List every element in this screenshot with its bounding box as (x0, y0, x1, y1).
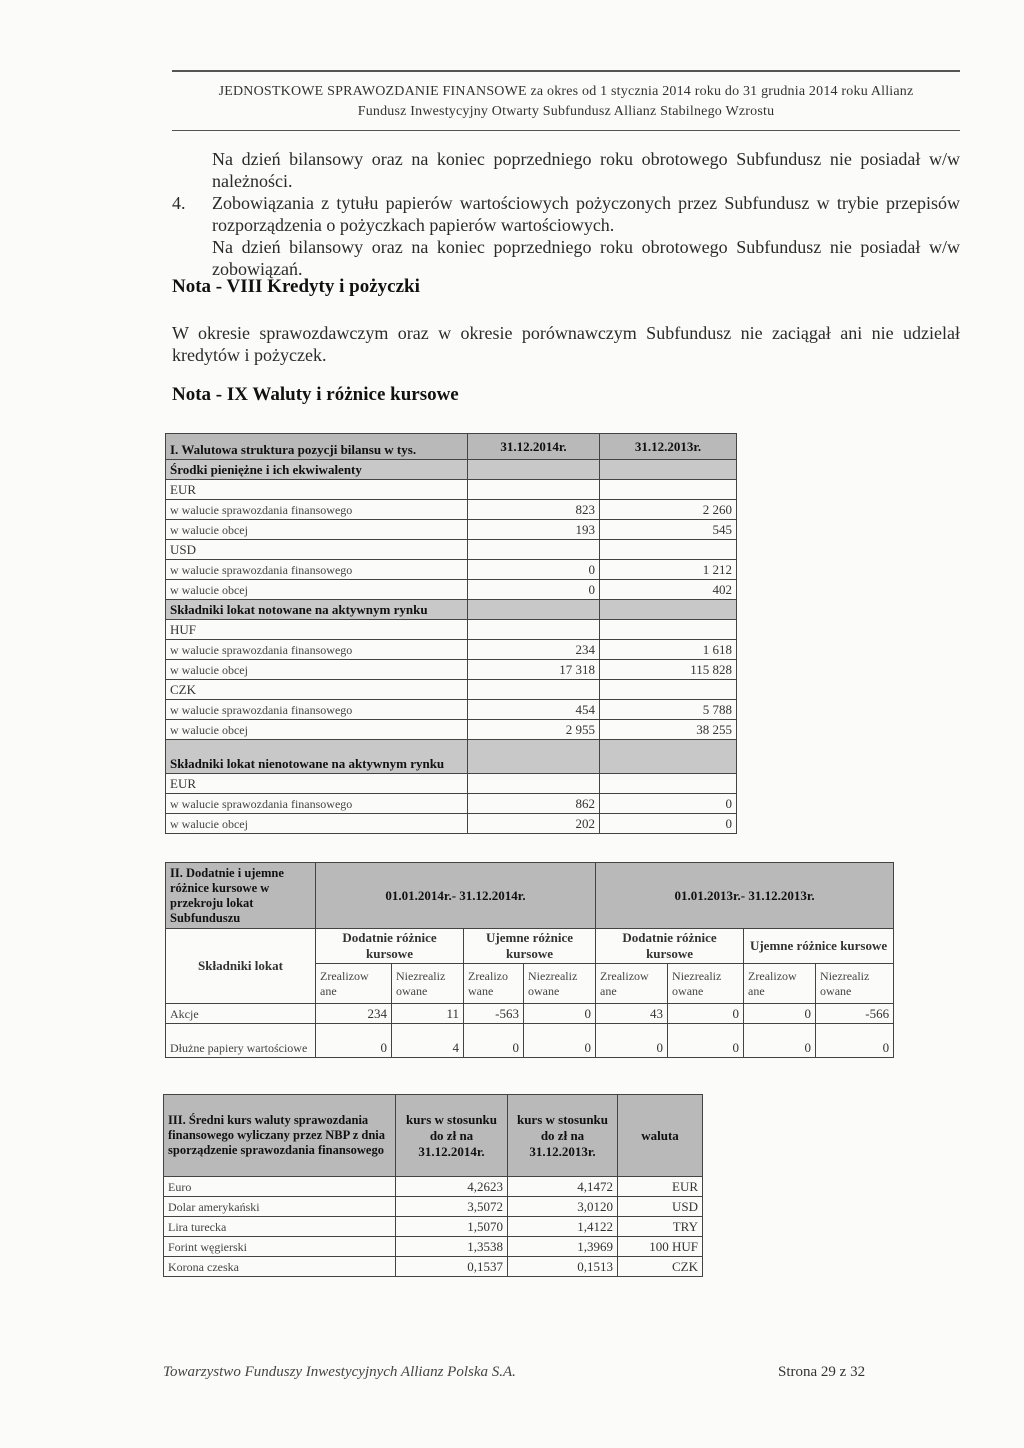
table1-cell-2013 (600, 480, 737, 500)
table1-row-label: w walucie sprawozdania finansowego (166, 560, 468, 580)
table1-cell-2014: 0 (468, 560, 600, 580)
table1-col-2013: 31.12.2013r. (600, 434, 737, 460)
table3-col-2013: kurs w stosunku do zł na 31.12.2013r. (508, 1095, 618, 1177)
nota-8-heading: Nota - VIII Kredyty i pożyczki (172, 276, 420, 297)
table3-row-label: Euro (164, 1177, 396, 1197)
table-row (166, 520, 737, 540)
table2-period-2014: 01.01.2014r.- 31.12.2014r. (316, 863, 596, 929)
table2-row-label: Akcje (166, 1004, 316, 1024)
table1-cell-2013 (600, 774, 737, 794)
table1-cell-2014 (468, 460, 600, 480)
table1-row-label: w walucie obcej (166, 520, 468, 540)
table1-cell-2013: 38 255 (600, 720, 737, 740)
table1-cell-2013: 5 788 (600, 700, 737, 720)
table3-row-label: Lira turecka (164, 1217, 396, 1237)
nota-9-heading: Nota - IX Waluty i różnice kursowe (172, 384, 459, 405)
table1-row-label: w walucie obcej (166, 814, 468, 834)
table2-subheader: Niezrealiz owane (816, 964, 894, 1004)
table-average-rates (163, 1094, 703, 1277)
table2-subheader: Zrealizow ane (744, 964, 816, 1004)
table2-subheader: Zrealizow ane (596, 964, 668, 1004)
table-currency-structure (165, 433, 737, 834)
table3-row-label: Korona czeska (164, 1257, 396, 1277)
table2-group-negative-2013: Ujemne różnice kursowe (744, 929, 894, 964)
table1-currency-label: HUF (166, 620, 468, 640)
header-line-1: JEDNOSTKOWE SPRAWOZDANIE FINANSOWE za okres od 1 stycznia 2014 roku do 31 grudnia 2014 roku Allianz (218, 84, 914, 99)
table1-row-label: w walucie obcej (166, 580, 468, 600)
table-row (166, 480, 737, 500)
table1-cell-2014 (468, 680, 600, 700)
table-row (164, 1197, 703, 1217)
table1-cell-2013 (600, 740, 737, 774)
table1-cell-2014: 2 955 (468, 720, 600, 740)
table1-row-label: w walucie sprawozdania finansowego (166, 700, 468, 720)
table-row (164, 1177, 703, 1197)
table1-cell-2014 (468, 480, 600, 500)
paragraph-liabilities-title: Zobowiązania z tytułu papierów wartościowych pożyczonych przez Subfundusz w trybie przepisów rozporządzenia o pożyczkach papierów wartościowych. (212, 193, 960, 235)
footer-company: Towarzystwo Funduszy Inwestycyjnych Allianz Polska S.A. (163, 1364, 516, 1380)
header-line-2: Fundusz Inwestycyjny Otwarty Subfundusz Allianz Stabilnego Wzrostu (357, 104, 775, 119)
table2-cell: 0 (316, 1024, 392, 1058)
table2-subheader: Niezrealiz owane (668, 964, 744, 1004)
table1-cell-2013: 1 618 (600, 640, 737, 660)
table1-row-label: w walucie obcej (166, 660, 468, 680)
table1-row-label: w walucie sprawozdania finansowego (166, 794, 468, 814)
table2-row-header: Składniki lokat (166, 929, 316, 1004)
table2-subheader: Zrealizo wane (464, 964, 524, 1004)
table3-cell-2013: 4,1472 (508, 1177, 618, 1197)
table1-cell-2013 (600, 680, 737, 700)
table2-subheader: Niezrealiz owane (392, 964, 464, 1004)
paragraph-liabilities: Na dzień bilansowy oraz na koniec poprzedniego roku obrotowego Subfundusz nie posiadał w/w zobowiązań. (212, 237, 960, 279)
table-row (164, 1217, 703, 1237)
table1-currency-label: CZK (166, 680, 468, 700)
table-row (166, 794, 737, 814)
table1-cell-2014 (468, 740, 600, 774)
table-row (166, 660, 737, 680)
table1-cell-2014: 234 (468, 640, 600, 660)
table1-currency-label: EUR (166, 774, 468, 794)
table1-cell-2013 (600, 460, 737, 480)
table-row (164, 1257, 703, 1277)
table1-cell-2013 (600, 620, 737, 640)
table3-cell-2014: 3,5072 (396, 1197, 508, 1217)
table3-cell-currency: TRY (618, 1217, 703, 1237)
table1-cell-2014: 17 318 (468, 660, 600, 680)
table2-cell: 4 (392, 1024, 464, 1058)
table1-cell-2013: 545 (600, 520, 737, 540)
table1-row-label: w walucie obcej (166, 720, 468, 740)
table1-cell-2013: 115 828 (600, 660, 737, 680)
table1-cell-2013 (600, 600, 737, 620)
table1-currency-label: USD (166, 540, 468, 560)
table-row (166, 720, 737, 740)
table2-cell: 43 (596, 1004, 668, 1024)
table2-subheader: Zrealizow ane (316, 964, 392, 1004)
page-header (172, 82, 960, 122)
table-exchange-differences (165, 862, 894, 1058)
table3-row-label: Forint węgierski (164, 1237, 396, 1257)
table2-cell: 11 (392, 1004, 464, 1024)
table3-col-currency: waluta (618, 1095, 703, 1177)
table2-cell: 0 (744, 1004, 816, 1024)
table1-cell-2014: 823 (468, 500, 600, 520)
table1-cell-2014 (468, 774, 600, 794)
table1-cell-2014: 202 (468, 814, 600, 834)
table-row (166, 580, 737, 600)
table2-cell: 0 (524, 1004, 596, 1024)
table1-cell-2013: 402 (600, 580, 737, 600)
header-top-rule (172, 70, 960, 72)
table1-cell-2014: 0 (468, 580, 600, 600)
table-row (166, 460, 737, 480)
table2-period-2013: 01.01.2013r.- 31.12.2013r. (596, 863, 894, 929)
table2-cell: 0 (744, 1024, 816, 1058)
table-row (166, 640, 737, 660)
table1-cell-2014: 454 (468, 700, 600, 720)
footer-page-number: Strona 29 z 32 (778, 1364, 866, 1380)
table2-title: II. Dodatnie i ujemne różnice kursowe w przekroju lokat Subfunduszu (166, 863, 316, 929)
table1-cell-2014: 193 (468, 520, 600, 540)
table1-cell-2014 (468, 600, 600, 620)
table2-cell: 0 (668, 1004, 744, 1024)
table2-cell: -563 (464, 1004, 524, 1024)
table3-cell-2013: 1,3969 (508, 1237, 618, 1257)
table3-cell-2014: 1,5070 (396, 1217, 508, 1237)
table-row (166, 1004, 894, 1024)
table1-cell-2014: 862 (468, 794, 600, 814)
table1-title: I. Walutowa struktura pozycji bilansu w tys. (166, 434, 468, 460)
table2-cell: 0 (816, 1024, 894, 1058)
table1-currency-label: EUR (166, 480, 468, 500)
table2-group-negative-2014: Ujemne różnice kursowe (464, 929, 596, 964)
table1-row-label: w walucie sprawozdania finansowego (166, 640, 468, 660)
table1-section-label: Środki pieniężne i ich ekwiwalenty (166, 460, 468, 480)
table-row (164, 1237, 703, 1257)
table1-cell-2014 (468, 620, 600, 640)
table-row (166, 700, 737, 720)
table-row (166, 680, 737, 700)
table3-cell-2013: 1,4122 (508, 1217, 618, 1237)
table3-cell-currency: USD (618, 1197, 703, 1217)
table2-cell: 0 (524, 1024, 596, 1058)
table2-cell: 0 (464, 1024, 524, 1058)
table1-cell-2013: 0 (600, 794, 737, 814)
table-row (166, 814, 737, 834)
table3-cell-2014: 0,1537 (396, 1257, 508, 1277)
table2-cell: 234 (316, 1004, 392, 1024)
table1-section-label: Składniki lokat notowane na aktywnym rynku (166, 600, 468, 620)
header-bottom-rule (172, 130, 960, 131)
table3-cell-2014: 4,2623 (396, 1177, 508, 1197)
table3-row-label: Dolar amerykański (164, 1197, 396, 1217)
table3-cell-currency: 100 HUF (618, 1237, 703, 1257)
table1-row-label: w walucie sprawozdania finansowego (166, 500, 468, 520)
table2-row-label: Dłużne papiery wartościowe (166, 1024, 316, 1058)
item-number-4: 4. (172, 193, 186, 213)
table3-col-2014: kurs w stosunku do zł na 31.12.2014r. (396, 1095, 508, 1177)
table-row (166, 500, 737, 520)
table3-cell-currency: EUR (618, 1177, 703, 1197)
table1-cell-2013 (600, 540, 737, 560)
table-row (166, 740, 737, 774)
table-row (166, 1024, 894, 1058)
table3-cell-currency: CZK (618, 1257, 703, 1277)
table1-cell-2013: 0 (600, 814, 737, 834)
table1-col-2014: 31.12.2014r. (468, 434, 600, 460)
table1-section-label: Składniki lokat nienotowane na aktywnym rynku (166, 740, 468, 774)
table1-cell-2013: 1 212 (600, 560, 737, 580)
paragraph-receivables: Na dzień bilansowy oraz na koniec poprzedniego roku obrotowego Subfundusz nie posiadał w/w należności. (212, 149, 960, 191)
table2-cell: 0 (596, 1024, 668, 1058)
nota-8-text: W okresie sprawozdawczym oraz w okresie porównawczym Subfundusz nie zaciągał ani nie udzielał kredytów i pożyczek. (172, 323, 960, 365)
table-row (166, 620, 737, 640)
table-row (166, 540, 737, 560)
table3-title: III. Średni kurs waluty sprawozdania finansowego wyliczany przez NBP z dnia sporządzenie sprawozdania finansowego (164, 1095, 396, 1177)
table1-cell-2013: 2 260 (600, 500, 737, 520)
table2-cell: -566 (816, 1004, 894, 1024)
table3-cell-2013: 0,1513 (508, 1257, 618, 1277)
table-row (166, 600, 737, 620)
table3-cell-2013: 3,0120 (508, 1197, 618, 1217)
table2-group-positive-2013: Dodatnie różnice kursowe (596, 929, 744, 964)
table2-cell: 0 (668, 1024, 744, 1058)
table2-subheader: Niezrealiz owane (524, 964, 596, 1004)
table-row (166, 774, 737, 794)
table3-cell-2014: 1,3538 (396, 1237, 508, 1257)
table-row (166, 560, 737, 580)
table2-group-positive-2014: Dodatnie różnice kursowe (316, 929, 464, 964)
table1-cell-2014 (468, 540, 600, 560)
